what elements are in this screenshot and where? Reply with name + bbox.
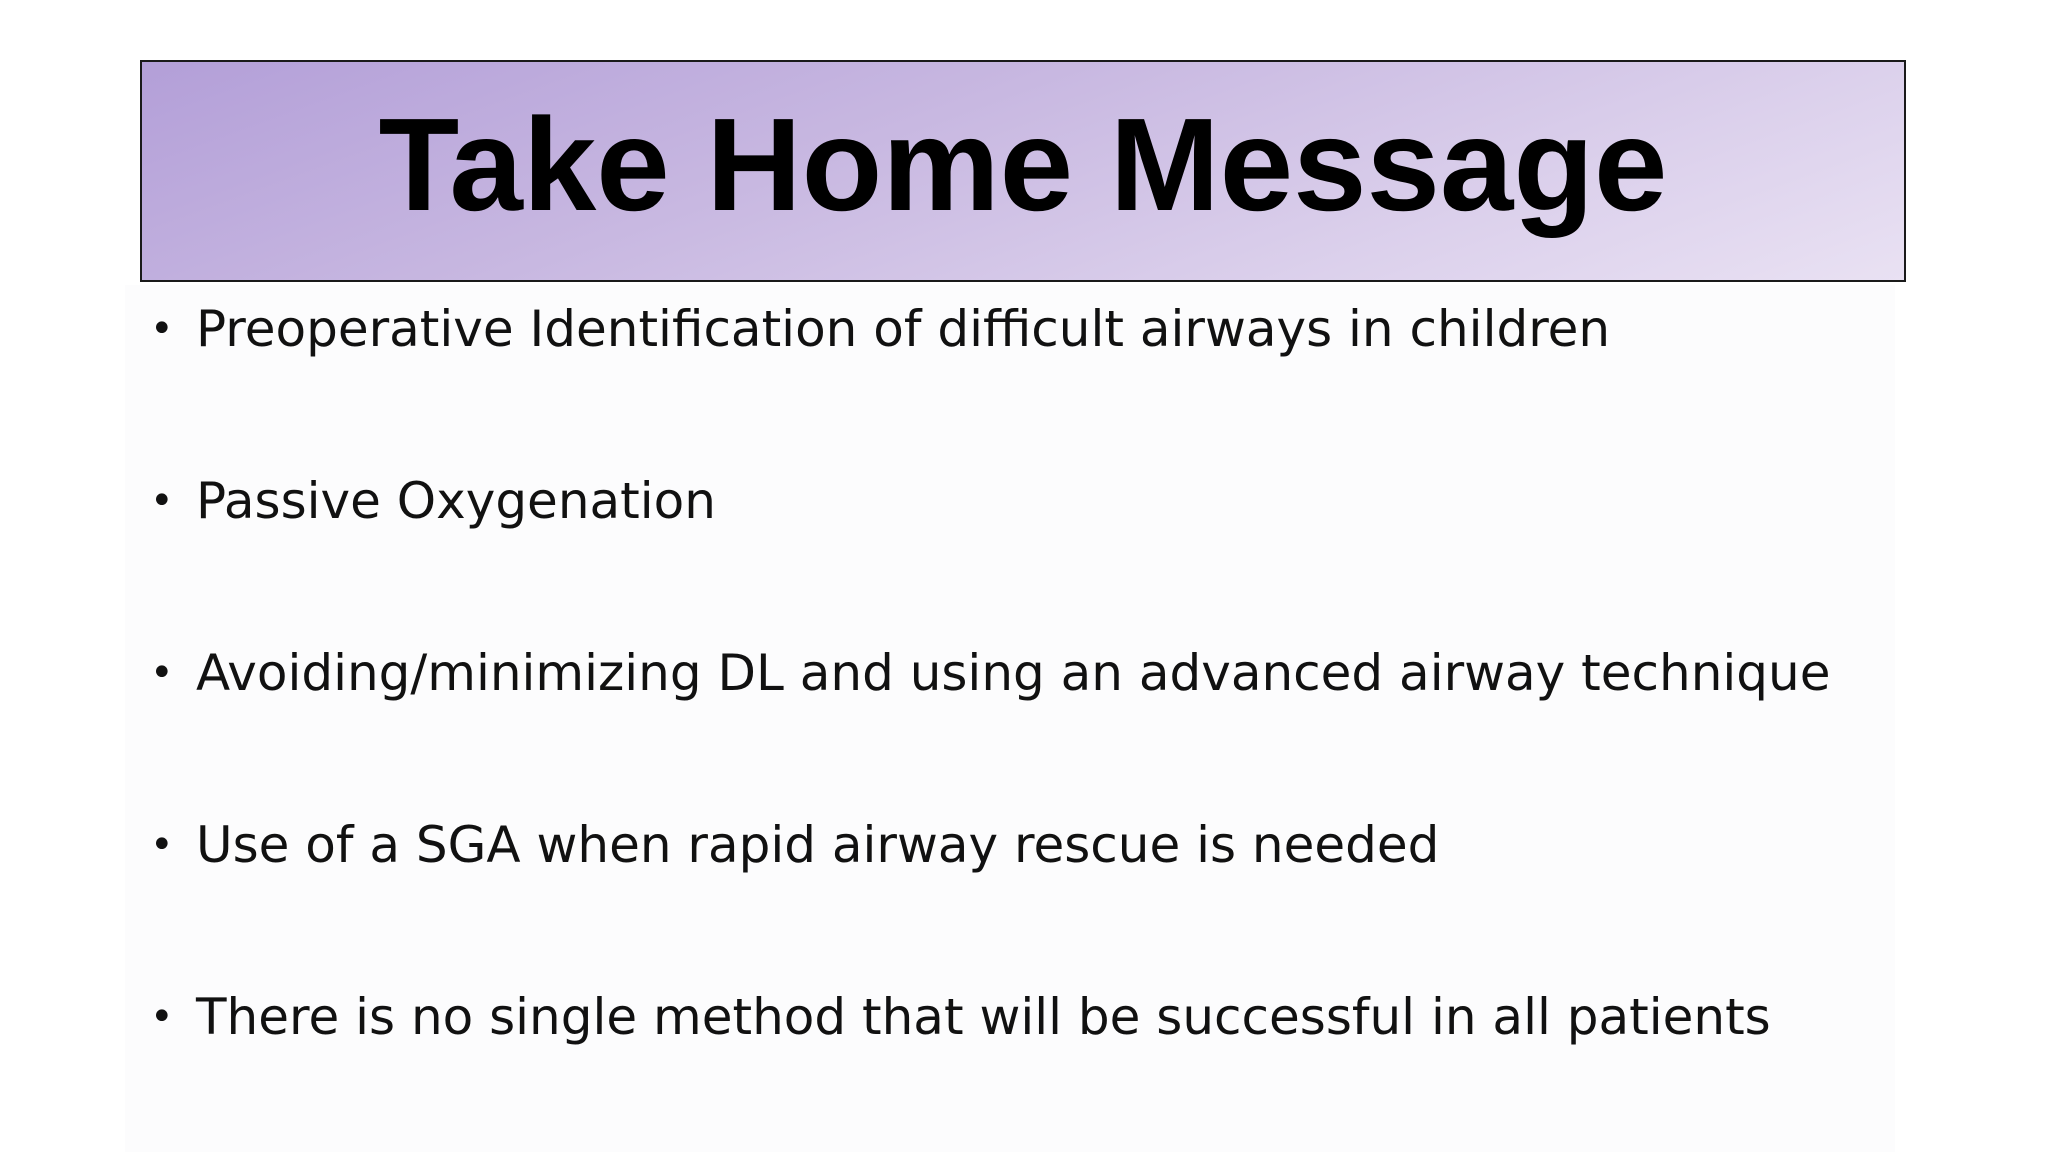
bullet-item-no-single-method — [150, 988, 1850, 1152]
bullet-icon: • — [150, 994, 174, 1040]
bullet-icon: • — [150, 650, 174, 696]
bullet-text: Avoiding/minimizing DL and using an advanced airway technique — [196, 644, 1831, 702]
title-banner — [140, 60, 1906, 282]
bullet-list — [150, 300, 1850, 1152]
bullet-item-use-of-sga — [150, 816, 1850, 988]
bullet-text: Preoperative Identification of difficult airways in children — [196, 300, 1611, 358]
bullet-icon: • — [150, 822, 174, 868]
slide-title: Take Home Message — [378, 91, 1668, 238]
bullet-icon: • — [150, 478, 174, 524]
bullet-item-avoiding-dl — [150, 644, 1850, 816]
bullet-item-passive-oxygenation — [150, 472, 1850, 644]
bullet-text: Passive Oxygenation — [196, 472, 716, 530]
bullet-icon: • — [150, 306, 174, 352]
bullet-text: There is no single method that will be successful in all patients — [196, 988, 1771, 1046]
bullet-item-preoperative-identification — [150, 300, 1850, 472]
bullet-text: Use of a SGA when rapid airway rescue is needed — [196, 816, 1440, 874]
